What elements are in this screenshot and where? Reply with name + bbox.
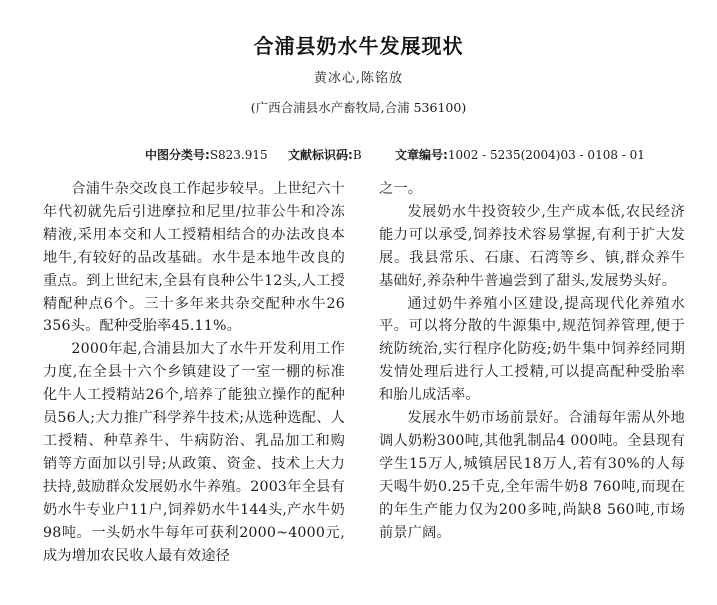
article-number-label: 文章编号: — [395, 148, 448, 162]
paragraph: 2000年起,合浦县加大了水牛开发利用工作力度,在全县十六个乡镇建设了一室一棚的标准化牛人工授精站26个,培养了能独立操作的配种员56人;大力推广科学养牛技术;从选种选配、人工授精、种草养牛、牛病防治、乳品加工和购销等方面加以引导;从政策、资金、技术上大力扶持,鼓励群众发展奶水牛养殖。2003年全县有奶水牛专业户11户,饲养奶水牛144头,产水牛奶98吨。一头奶水牛每年可获利2000~4000元,成为增加农民收人最有效途径 — [43, 341, 345, 564]
paragraph: 发展水牛奶市场前景好。合浦每年需从外地调人奶粉300吨,其他乳制品4 000吨。全县现有学生15万人,城镇居民18万人,若有30%的人每天喝牛奶0.25千克,全年需牛奶8 760吨,而现在的年生产能力仅为200多吨,尚缺8 560吨,市场前景广阔。 — [379, 410, 685, 541]
article-authors: 黄冰心,陈铭放 — [313, 71, 404, 86]
document-code-value: B — [352, 148, 362, 162]
clc-value: S823.915 — [209, 148, 268, 162]
article-title: 合浦县奶水牛发展现状 — [253, 34, 464, 58]
article-affiliation: (广西合浦县水产畜牧局,合浦 536100) — [250, 100, 467, 115]
article-number — [395, 146, 645, 163]
left-column — [43, 178, 345, 567]
right-column — [379, 178, 685, 545]
document-code-label: 文献标识码: — [288, 148, 353, 162]
paragraph: 合浦牛杂交改良工作起步较早。上世纪六十年代初就先后引进摩拉和尼里/拉菲公牛和冷冻精液,采用本交和人工授精相结合的办法改良本地牛,有较好的品改基础。水牛是本地牛改良的重点。到上世纪末,全县有良种公牛12头,人工授精配种点6个。三十多年来共杂交配种水牛26 356头。配种受胎率45.11%。 — [43, 181, 345, 335]
paragraph: 发展奶水牛投资较少,生产成本低,农民经济能力可以承受,饲养技术容易掌握,有利于扩大发展。我县常乐、石康、石湾等乡、镇,群众养牛基础好,养杂种牛普遍尝到了甜头,发展势头好。 — [379, 203, 685, 289]
document-code — [288, 146, 362, 163]
paragraph-continuation: 之一。 — [379, 181, 423, 197]
clc-label: 中图分类号: — [145, 148, 210, 162]
paragraph: 通过奶牛养殖小区建设,提高现代化养殖水平。可以将分散的牛源集中,规范饲养管理,便于统防统治,实行程序化防疫;奶牛集中饲养经同期发情处理后进行人工授精,可以提高配种受胎率和胎儿成活率。 — [379, 295, 685, 404]
article-number-value: 1002 - 5235(2004)03 - 0108 - 01 — [447, 148, 645, 162]
clc-number — [145, 146, 268, 163]
